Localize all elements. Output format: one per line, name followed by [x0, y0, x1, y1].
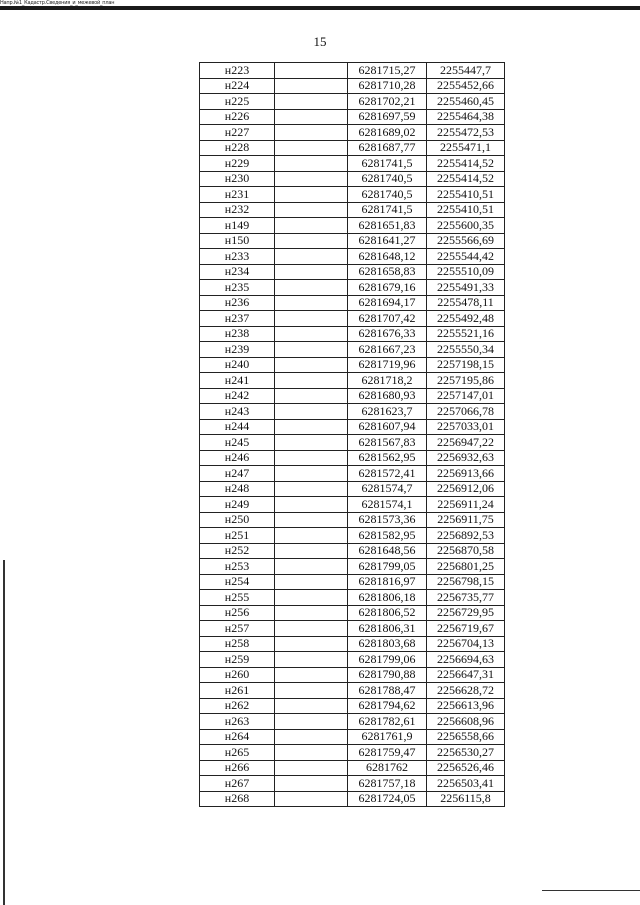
table-row: [200, 249, 505, 265]
x-coordinate-cell: 6281799,06: [348, 652, 427, 668]
table-row: [200, 698, 505, 714]
table-row: [200, 497, 505, 513]
table-row: [200, 326, 505, 342]
y-coordinate-cell: 2256892,53: [427, 528, 505, 544]
point-id-cell: н239: [200, 342, 275, 358]
blank-cell: [275, 233, 348, 249]
blank-cell: [275, 311, 348, 327]
table-row: [200, 171, 505, 187]
point-id-cell: н245: [200, 435, 275, 451]
x-coordinate-cell: 6281651,83: [348, 218, 427, 234]
x-coordinate-cell: 6281761,9: [348, 729, 427, 745]
y-coordinate-cell: 2256115,8: [427, 791, 505, 807]
table-row: [200, 729, 505, 745]
blank-cell: [275, 264, 348, 280]
y-coordinate-cell: 2257033,01: [427, 419, 505, 435]
x-coordinate-cell: 6281648,12: [348, 249, 427, 265]
point-id-cell: н232: [200, 202, 275, 218]
point-id-cell: н248: [200, 481, 275, 497]
y-coordinate-cell: 2256913,66: [427, 466, 505, 482]
point-id-cell: н229: [200, 156, 275, 172]
x-coordinate-cell: 6281710,28: [348, 78, 427, 94]
table-row: [200, 683, 505, 699]
y-coordinate-cell: 2256947,22: [427, 435, 505, 451]
x-coordinate-cell: 6281794,62: [348, 698, 427, 714]
table-row: [200, 233, 505, 249]
blank-cell: [275, 621, 348, 637]
blank-cell: [275, 63, 348, 79]
blank-cell: [275, 714, 348, 730]
x-coordinate-cell: 6281676,33: [348, 326, 427, 342]
point-id-cell: н150: [200, 233, 275, 249]
x-coordinate-cell: 6281567,83: [348, 435, 427, 451]
blank-cell: [275, 590, 348, 606]
table-row: [200, 404, 505, 420]
y-coordinate-cell: 2256694,63: [427, 652, 505, 668]
x-coordinate-cell: 6281574,7: [348, 481, 427, 497]
point-id-cell: н235: [200, 280, 275, 296]
table-row: [200, 636, 505, 652]
blank-cell: [275, 156, 348, 172]
y-coordinate-cell: 2255544,42: [427, 249, 505, 265]
y-coordinate-cell: 2255414,52: [427, 156, 505, 172]
y-coordinate-cell: 2256628,72: [427, 683, 505, 699]
x-coordinate-cell: 6281799,05: [348, 559, 427, 575]
blank-cell: [275, 94, 348, 110]
y-coordinate-cell: 2255521,16: [427, 326, 505, 342]
x-coordinate-cell: 6281790,88: [348, 667, 427, 683]
point-id-cell: н267: [200, 776, 275, 792]
y-coordinate-cell: 2255510,09: [427, 264, 505, 280]
y-coordinate-cell: 2255566,69: [427, 233, 505, 249]
y-coordinate-cell: 2257198,15: [427, 357, 505, 373]
blank-cell: [275, 543, 348, 559]
x-coordinate-cell: 6281687,77: [348, 140, 427, 156]
x-coordinate-cell: 6281782,61: [348, 714, 427, 730]
blank-cell: [275, 125, 348, 141]
blank-cell: [275, 481, 348, 497]
table-row: [200, 140, 505, 156]
table-row: [200, 512, 505, 528]
table-row: [200, 435, 505, 451]
point-id-cell: н254: [200, 574, 275, 590]
point-id-cell: н268: [200, 791, 275, 807]
point-id-cell: н244: [200, 419, 275, 435]
blank-cell: [275, 745, 348, 761]
x-coordinate-cell: 6281740,5: [348, 171, 427, 187]
table-row: [200, 481, 505, 497]
blank-cell: [275, 683, 348, 699]
x-coordinate-cell: 6281757,18: [348, 776, 427, 792]
y-coordinate-cell: 2255550,34: [427, 342, 505, 358]
point-id-cell: н255: [200, 590, 275, 606]
table-row: [200, 109, 505, 125]
point-id-cell: н251: [200, 528, 275, 544]
point-id-cell: н237: [200, 311, 275, 327]
blank-cell: [275, 466, 348, 482]
table-row: [200, 295, 505, 311]
table-row: [200, 388, 505, 404]
y-coordinate-cell: 2256932,63: [427, 450, 505, 466]
blank-cell: [275, 667, 348, 683]
point-id-cell: н230: [200, 171, 275, 187]
table-row: [200, 605, 505, 621]
blank-cell: [275, 419, 348, 435]
point-id-cell: н246: [200, 450, 275, 466]
x-coordinate-cell: 6281680,93: [348, 388, 427, 404]
x-coordinate-cell: 6281741,5: [348, 156, 427, 172]
x-coordinate-cell: 6281574,1: [348, 497, 427, 513]
point-id-cell: н233: [200, 249, 275, 265]
table-row: [200, 280, 505, 296]
table-row: [200, 373, 505, 389]
point-id-cell: н227: [200, 125, 275, 141]
y-coordinate-cell: 2256735,77: [427, 590, 505, 606]
point-id-cell: н224: [200, 78, 275, 94]
header-bar: [0, 6, 640, 10]
table-row: [200, 574, 505, 590]
blank-cell: [275, 729, 348, 745]
table-row: [200, 187, 505, 203]
x-coordinate-cell: 6281573,36: [348, 512, 427, 528]
table-row: [200, 63, 505, 79]
blank-cell: [275, 435, 348, 451]
point-id-cell: н256: [200, 605, 275, 621]
y-coordinate-cell: 2256801,25: [427, 559, 505, 575]
y-coordinate-cell: 2256558,66: [427, 729, 505, 745]
blank-cell: [275, 187, 348, 203]
y-coordinate-cell: 2256719,67: [427, 621, 505, 637]
y-coordinate-cell: 2255464,38: [427, 109, 505, 125]
blank-cell: [275, 450, 348, 466]
table-row: [200, 543, 505, 559]
table-row: [200, 94, 505, 110]
point-id-cell: н266: [200, 760, 275, 776]
point-id-cell: н264: [200, 729, 275, 745]
y-coordinate-cell: 2256608,96: [427, 714, 505, 730]
x-coordinate-cell: 6281788,47: [348, 683, 427, 699]
x-coordinate-cell: 6281740,5: [348, 187, 427, 203]
point-id-cell: н258: [200, 636, 275, 652]
x-coordinate-cell: 6281719,96: [348, 357, 427, 373]
x-coordinate-cell: 6281562,95: [348, 450, 427, 466]
blank-cell: [275, 559, 348, 575]
point-id-cell: н223: [200, 63, 275, 79]
y-coordinate-cell: 2256870,58: [427, 543, 505, 559]
y-coordinate-cell: 2255471,1: [427, 140, 505, 156]
x-coordinate-cell: 6281724,05: [348, 791, 427, 807]
x-coordinate-cell: 6281679,16: [348, 280, 427, 296]
point-id-cell: н247: [200, 466, 275, 482]
blank-cell: [275, 404, 348, 420]
table-row: [200, 621, 505, 637]
blank-cell: [275, 497, 348, 513]
table-row: [200, 342, 505, 358]
table-row: [200, 78, 505, 94]
point-id-cell: н231: [200, 187, 275, 203]
table-row: [200, 357, 505, 373]
x-coordinate-cell: 6281715,27: [348, 63, 427, 79]
coordinates-table: [199, 62, 505, 807]
coordinates-table-body: [200, 63, 505, 807]
point-id-cell: н242: [200, 388, 275, 404]
table-row: [200, 156, 505, 172]
y-coordinate-cell: 2255452,66: [427, 78, 505, 94]
point-id-cell: н240: [200, 357, 275, 373]
point-id-cell: н265: [200, 745, 275, 761]
table-row: [200, 218, 505, 234]
x-coordinate-cell: 6281641,27: [348, 233, 427, 249]
point-id-cell: н263: [200, 714, 275, 730]
point-id-cell: н243: [200, 404, 275, 420]
y-coordinate-cell: 2255410,51: [427, 187, 505, 203]
point-id-cell: н257: [200, 621, 275, 637]
x-coordinate-cell: 6281718,2: [348, 373, 427, 389]
blank-cell: [275, 326, 348, 342]
point-id-cell: н234: [200, 264, 275, 280]
table-row: [200, 776, 505, 792]
table-row: [200, 311, 505, 327]
point-id-cell: н253: [200, 559, 275, 575]
blank-cell: [275, 373, 348, 389]
y-coordinate-cell: 2256911,24: [427, 497, 505, 513]
page-number: 15: [313, 34, 327, 49]
y-coordinate-cell: 2256647,31: [427, 667, 505, 683]
table-row: [200, 125, 505, 141]
blank-cell: [275, 512, 348, 528]
table-row: [200, 714, 505, 730]
x-coordinate-cell: 6281658,83: [348, 264, 427, 280]
point-id-cell: н226: [200, 109, 275, 125]
bottom-rule: [542, 890, 640, 891]
x-coordinate-cell: 6281697,59: [348, 109, 427, 125]
blank-cell: [275, 528, 348, 544]
x-coordinate-cell: 6281702,21: [348, 94, 427, 110]
y-coordinate-cell: 2256613,96: [427, 698, 505, 714]
y-coordinate-cell: 2256912,06: [427, 481, 505, 497]
y-coordinate-cell: 2255460,45: [427, 94, 505, 110]
table-row: [200, 559, 505, 575]
blank-cell: [275, 342, 348, 358]
x-coordinate-cell: 6281762: [348, 760, 427, 776]
blank-cell: [275, 388, 348, 404]
blank-cell: [275, 776, 348, 792]
y-coordinate-cell: 2257195,86: [427, 373, 505, 389]
x-coordinate-cell: 6281623,7: [348, 404, 427, 420]
point-id-cell: н261: [200, 683, 275, 699]
x-coordinate-cell: 6281667,23: [348, 342, 427, 358]
point-id-cell: н259: [200, 652, 275, 668]
blank-cell: [275, 78, 348, 94]
left-margin-mark: [3, 560, 5, 905]
point-id-cell: н241: [200, 373, 275, 389]
y-coordinate-cell: 2255410,51: [427, 202, 505, 218]
y-coordinate-cell: 2256704,13: [427, 636, 505, 652]
y-coordinate-cell: 2257147,01: [427, 388, 505, 404]
table-row: [200, 590, 505, 606]
point-id-cell: н238: [200, 326, 275, 342]
blank-cell: [275, 218, 348, 234]
point-id-cell: н149: [200, 218, 275, 234]
table-row: [200, 264, 505, 280]
table-row: [200, 760, 505, 776]
blank-cell: [275, 698, 348, 714]
point-id-cell: н262: [200, 698, 275, 714]
table-row: [200, 466, 505, 482]
scan-header: [0, 0, 640, 14]
y-coordinate-cell: 2256526,46: [427, 760, 505, 776]
y-coordinate-cell: 2255414,52: [427, 171, 505, 187]
point-id-cell: н236: [200, 295, 275, 311]
y-coordinate-cell: 2255492,48: [427, 311, 505, 327]
blank-cell: [275, 605, 348, 621]
table-row: [200, 419, 505, 435]
table-row: [200, 652, 505, 668]
x-coordinate-cell: 6281803,68: [348, 636, 427, 652]
point-id-cell: н228: [200, 140, 275, 156]
table-row: [200, 202, 505, 218]
y-coordinate-cell: 2256503,41: [427, 776, 505, 792]
y-coordinate-cell: 2256729,95: [427, 605, 505, 621]
blank-cell: [275, 202, 348, 218]
blank-cell: [275, 280, 348, 296]
y-coordinate-cell: 2255472,53: [427, 125, 505, 141]
y-coordinate-cell: 2257066,78: [427, 404, 505, 420]
x-coordinate-cell: 6281759,47: [348, 745, 427, 761]
blank-cell: [275, 249, 348, 265]
x-coordinate-cell: 6281806,18: [348, 590, 427, 606]
y-coordinate-cell: 2255447,7: [427, 63, 505, 79]
x-coordinate-cell: 6281694,17: [348, 295, 427, 311]
x-coordinate-cell: 6281806,52: [348, 605, 427, 621]
point-id-cell: н225: [200, 94, 275, 110]
point-id-cell: н260: [200, 667, 275, 683]
y-coordinate-cell: 2256911,75: [427, 512, 505, 528]
blank-cell: [275, 171, 348, 187]
table-row: [200, 528, 505, 544]
blank-cell: [275, 109, 348, 125]
x-coordinate-cell: 6281816,97: [348, 574, 427, 590]
y-coordinate-cell: 2256798,15: [427, 574, 505, 590]
x-coordinate-cell: 6281806,31: [348, 621, 427, 637]
blank-cell: [275, 636, 348, 652]
x-coordinate-cell: 6281582,95: [348, 528, 427, 544]
y-coordinate-cell: 2255478,11: [427, 295, 505, 311]
point-id-cell: н252: [200, 543, 275, 559]
table-row: [200, 745, 505, 761]
table-row: [200, 667, 505, 683]
x-coordinate-cell: 6281707,42: [348, 311, 427, 327]
blank-cell: [275, 140, 348, 156]
blank-cell: [275, 791, 348, 807]
header-stamp: Напр.№1_Кадастр.Сведения_и_межевой_план: [0, 0, 115, 6]
blank-cell: [275, 760, 348, 776]
y-coordinate-cell: 2255491,33: [427, 280, 505, 296]
blank-cell: [275, 652, 348, 668]
blank-cell: [275, 295, 348, 311]
x-coordinate-cell: 6281648,56: [348, 543, 427, 559]
x-coordinate-cell: 6281607,94: [348, 419, 427, 435]
x-coordinate-cell: 6281572,41: [348, 466, 427, 482]
point-id-cell: н250: [200, 512, 275, 528]
blank-cell: [275, 357, 348, 373]
x-coordinate-cell: 6281741,5: [348, 202, 427, 218]
point-id-cell: н249: [200, 497, 275, 513]
x-coordinate-cell: 6281689,02: [348, 125, 427, 141]
table-row: [200, 450, 505, 466]
y-coordinate-cell: 2255600,35: [427, 218, 505, 234]
table-row: [200, 791, 505, 807]
y-coordinate-cell: 2256530,27: [427, 745, 505, 761]
blank-cell: [275, 574, 348, 590]
